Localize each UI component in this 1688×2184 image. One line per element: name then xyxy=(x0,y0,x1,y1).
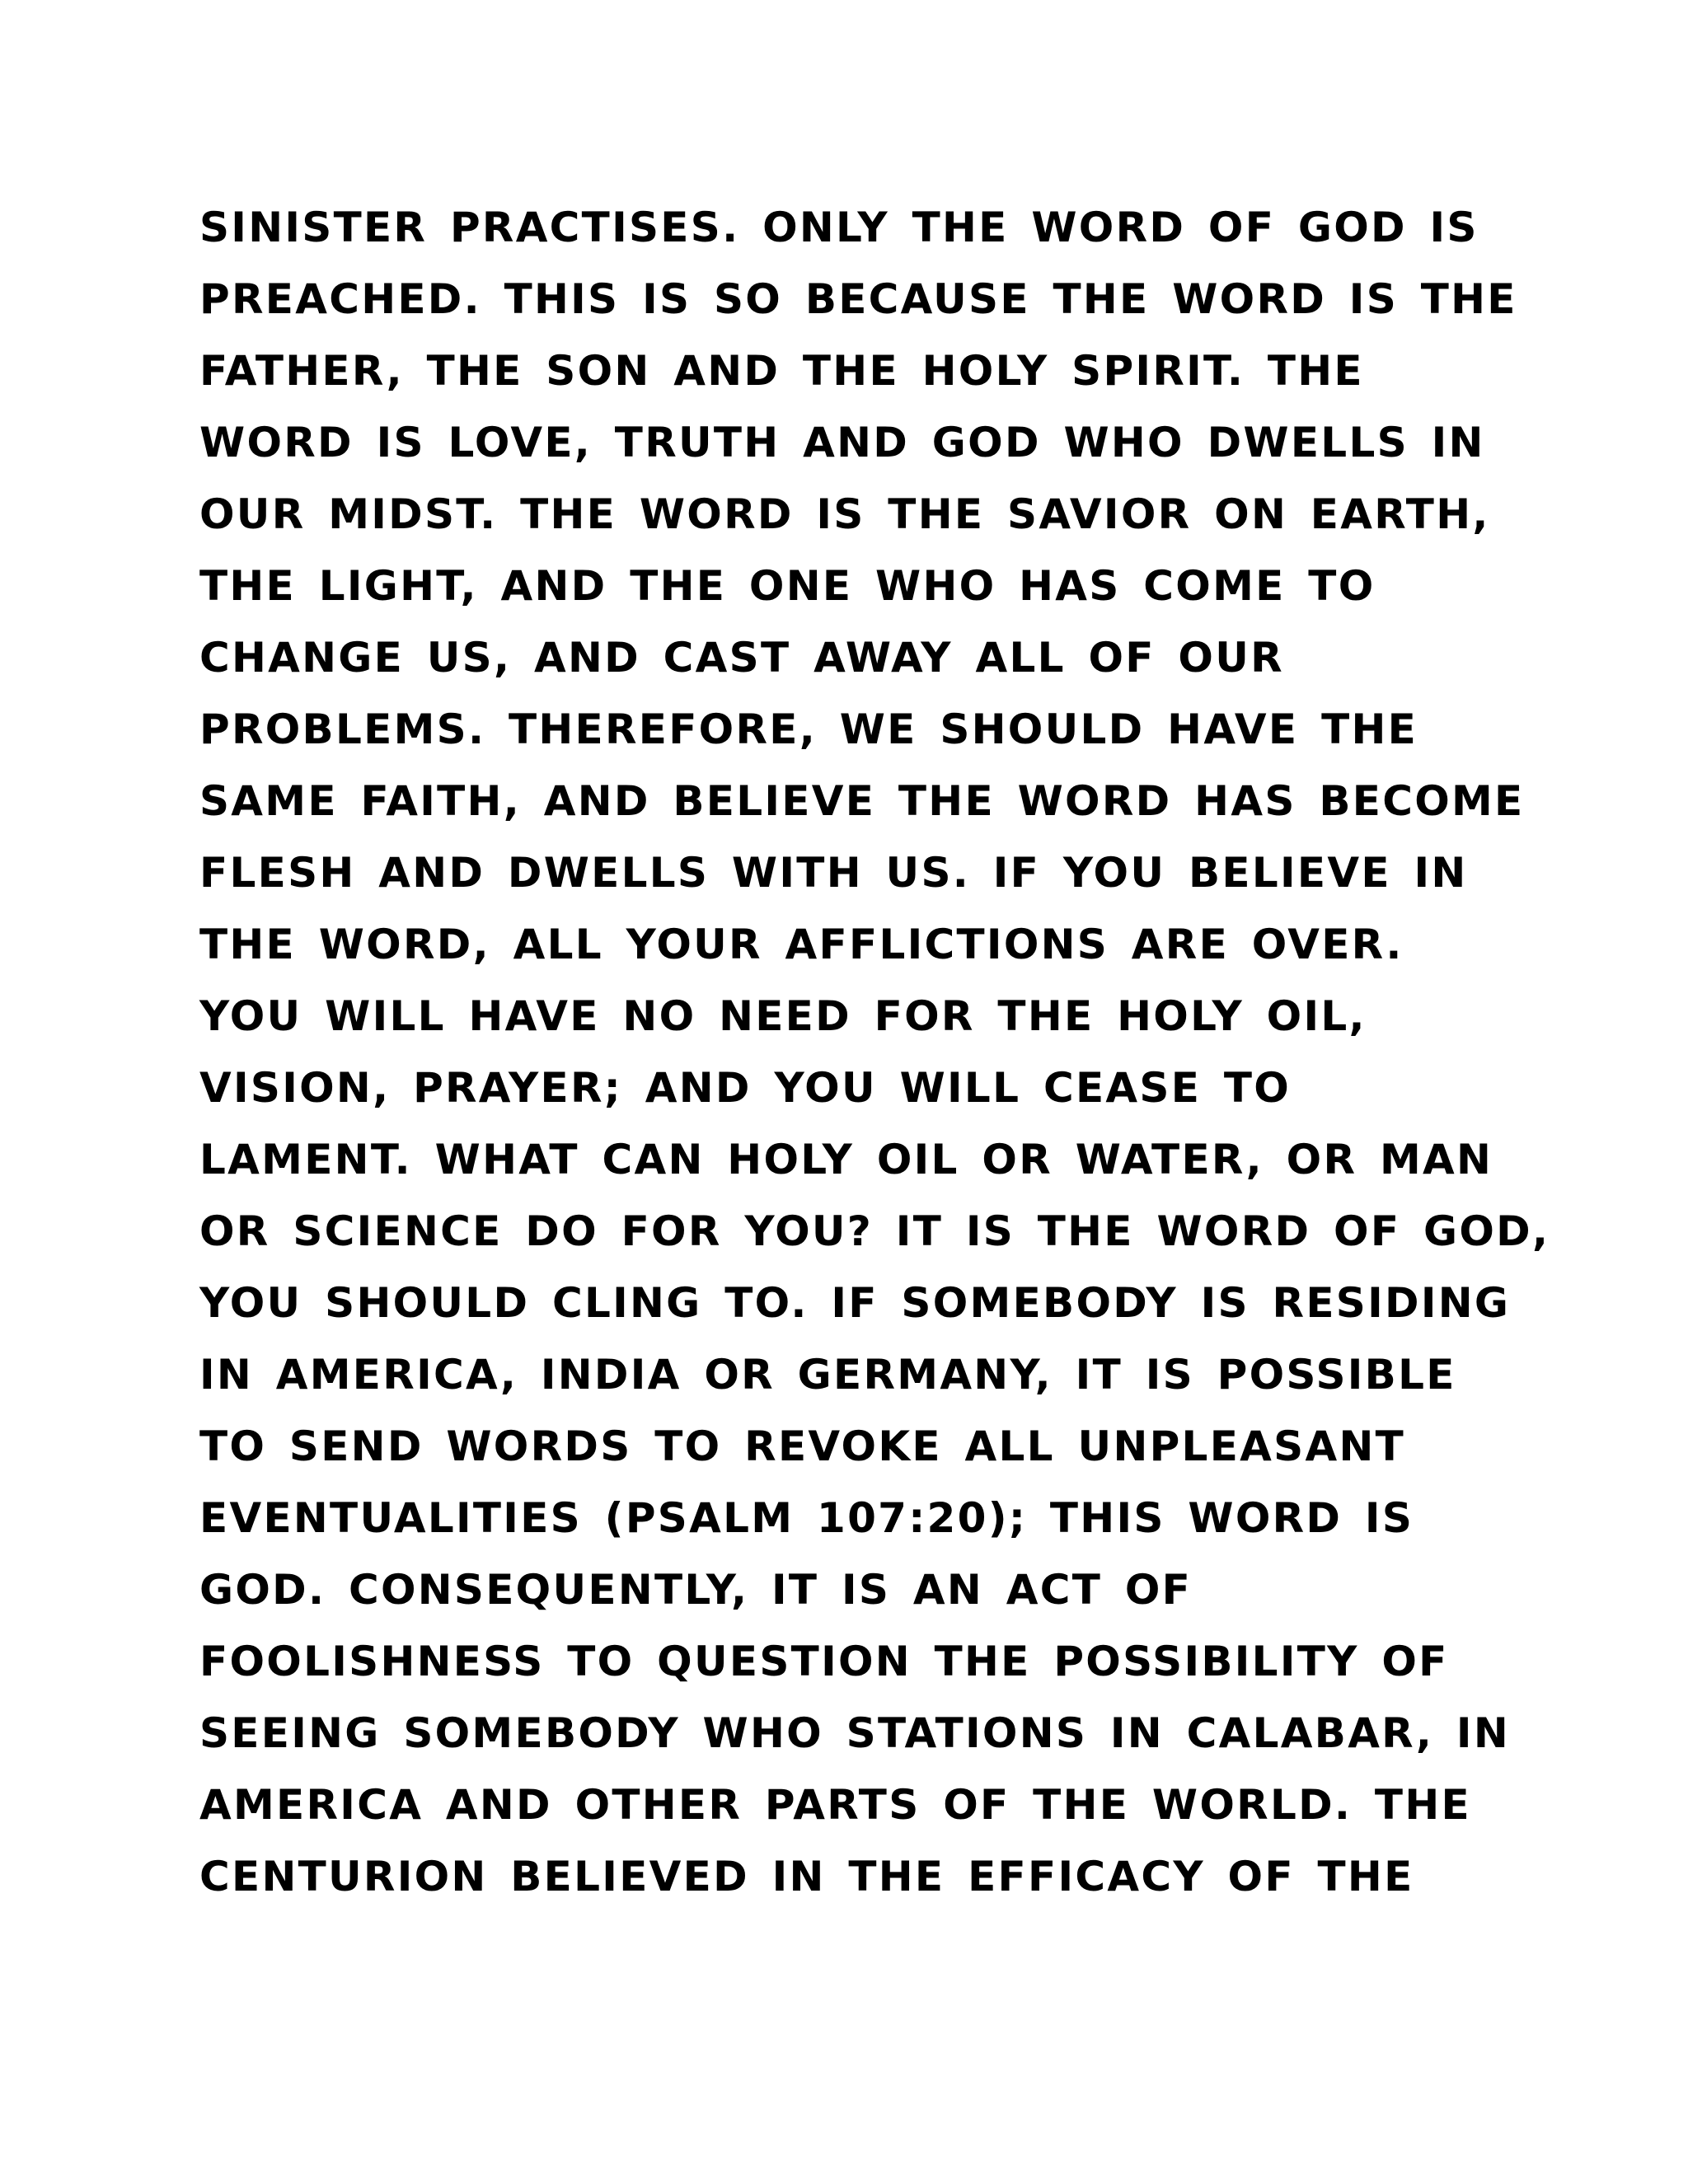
text-line: PROBLEMS. THEREFORE, WE SHOULD HAVE THE xyxy=(199,705,1418,753)
text-line: TO SEND WORDS TO REVOKE ALL UNPLEASANT xyxy=(199,1422,1406,1470)
text-line: CENTURION BELIEVED IN THE EFFICACY OF THE xyxy=(199,1853,1414,1900)
text-line: FOOLISHNESS TO QUESTION THE POSSIBILITY OF xyxy=(199,1638,1449,1685)
text-line: THE WORD, ALL YOUR AFFLICTIONS ARE OVER. xyxy=(199,921,1404,968)
text-line: PREACHED. THIS IS SO BECAUSE THE WORD IS THE xyxy=(199,275,1517,323)
paragraph-2 xyxy=(199,981,1550,1913)
text-line: FLESH AND DWELLS WITH US. IF YOU BELIEVE IN xyxy=(199,849,1468,897)
text-line: SAME FAITH, AND BELIEVE THE WORD HAS BECOME xyxy=(199,777,1525,825)
text-line: IN AMERICA, INDIA OR GERMANY, IT IS POSSIBLE xyxy=(199,1351,1456,1399)
text-line: GOD. CONSEQUENTLY, IT IS AN ACT OF xyxy=(199,1566,1193,1614)
text-line: AMERICA AND OTHER PARTS OF THE WORLD. THE xyxy=(199,1781,1471,1829)
text-line: CHANGE US, AND CAST AWAY ALL OF OUR xyxy=(199,634,1284,682)
text-line: SEEING SOMEBODY WHO STATIONS IN CALABAR, IN xyxy=(199,1709,1510,1757)
text-line: VISION, PRAYER; AND YOU WILL CEASE TO xyxy=(199,1064,1292,1112)
text-line: LAMENT. WHAT CAN HOLY OIL OR WATER, OR MAN xyxy=(199,1136,1493,1183)
text-line: FATHER, THE SON AND THE HOLY SPIRIT. THE xyxy=(199,347,1364,395)
text-line: WORD IS LOVE, TRUTH AND GOD WHO DWELLS IN xyxy=(199,419,1485,466)
text-line: OR SCIENCE DO FOR YOU? IT IS THE WORD OF GOD, xyxy=(199,1207,1550,1255)
text-line: EVENTUALITIES (PSALM 107:20); THIS WORD IS xyxy=(199,1494,1414,1542)
text-line: THE LIGHT, AND THE ONE WHO HAS COME TO xyxy=(199,562,1376,610)
text-line: OUR MIDST. THE WORD IS THE SAVIOR ON EARTH, xyxy=(199,490,1490,538)
text-line: SINISTER PRACTISES. ONLY THE WORD OF GOD IS xyxy=(199,204,1479,251)
text-line: YOU WILL HAVE NO NEED FOR THE HOLY OIL, xyxy=(199,992,1367,1040)
paragraph-1 xyxy=(199,192,1525,981)
text-line: YOU SHOULD CLING TO. IF SOMEBODY IS RESIDING xyxy=(199,1279,1511,1327)
